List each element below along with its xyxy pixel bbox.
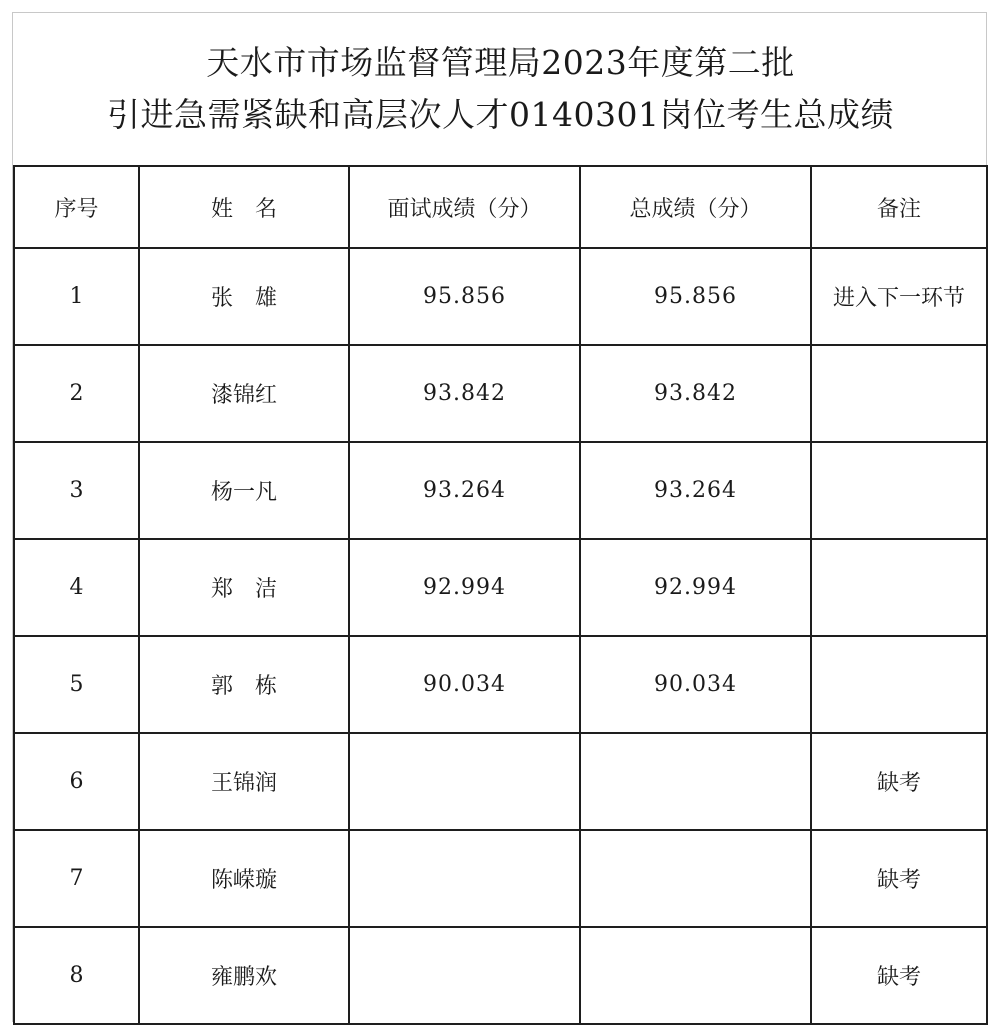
- results-sheet: [12, 12, 987, 1022]
- cell-remark: 缺考: [811, 830, 987, 927]
- cell-interview-score: 95.856: [349, 248, 580, 345]
- cell-name: 张 雄: [139, 248, 349, 345]
- cell-total-score: 92.994: [580, 539, 811, 636]
- cell-serial-number: 5: [14, 636, 139, 733]
- table-row: [14, 636, 987, 733]
- cell-remark: 缺考: [811, 927, 987, 1024]
- cell-total-score: [580, 830, 811, 927]
- cell-interview-score: 90.034: [349, 636, 580, 733]
- header-total-score: 总成绩（分）: [580, 166, 811, 248]
- cell-serial-number: 7: [14, 830, 139, 927]
- cell-total-score: [580, 927, 811, 1024]
- header-name: 姓 名: [139, 166, 349, 248]
- table-row: [14, 345, 987, 442]
- cell-name: 郭 栋: [139, 636, 349, 733]
- cell-interview-score: 92.994: [349, 539, 580, 636]
- cell-name: 漆锦红: [139, 345, 349, 442]
- cell-interview-score: [349, 830, 580, 927]
- cell-remark: [811, 636, 987, 733]
- cell-name: 雍鹏欢: [139, 927, 349, 1024]
- table-row: [14, 927, 987, 1024]
- cell-total-score: 93.264: [580, 442, 811, 539]
- score-table: [13, 165, 988, 1025]
- cell-total-score: 95.856: [580, 248, 811, 345]
- table-row: [14, 539, 987, 636]
- cell-name: 王锦润: [139, 733, 349, 830]
- title-line-2: 引进急需紧缺和高层次人才0140301岗位考生总成绩: [107, 95, 894, 134]
- header-remark: 备注: [811, 166, 987, 248]
- cell-total-score: 93.842: [580, 345, 811, 442]
- cell-remark: [811, 442, 987, 539]
- title-line-1: 天水市市场监督管理局2023年度第二批: [206, 43, 795, 82]
- cell-serial-number: 8: [14, 927, 139, 1024]
- cell-remark: 进入下一环节: [811, 248, 987, 345]
- cell-name: 陈嵘璇: [139, 830, 349, 927]
- cell-interview-score: [349, 733, 580, 830]
- cell-serial-number: 6: [14, 733, 139, 830]
- header-interview-score: 面试成绩（分）: [349, 166, 580, 248]
- cell-total-score: [580, 733, 811, 830]
- cell-interview-score: 93.264: [349, 442, 580, 539]
- header-serial-number: 序号: [14, 166, 139, 248]
- cell-interview-score: 93.842: [349, 345, 580, 442]
- cell-name: 郑 洁: [139, 539, 349, 636]
- table-header-row: [14, 166, 987, 248]
- cell-total-score: 90.034: [580, 636, 811, 733]
- cell-remark: [811, 345, 987, 442]
- cell-remark: [811, 539, 987, 636]
- cell-interview-score: [349, 927, 580, 1024]
- table-row: [14, 733, 987, 830]
- cell-serial-number: 4: [14, 539, 139, 636]
- cell-serial-number: 3: [14, 442, 139, 539]
- cell-name: 杨一凡: [139, 442, 349, 539]
- document-title: [13, 13, 988, 165]
- table-row: [14, 442, 987, 539]
- table-row: [14, 248, 987, 345]
- cell-serial-number: 2: [14, 345, 139, 442]
- cell-serial-number: 1: [14, 248, 139, 345]
- table-row: [14, 830, 987, 927]
- cell-remark: 缺考: [811, 733, 987, 830]
